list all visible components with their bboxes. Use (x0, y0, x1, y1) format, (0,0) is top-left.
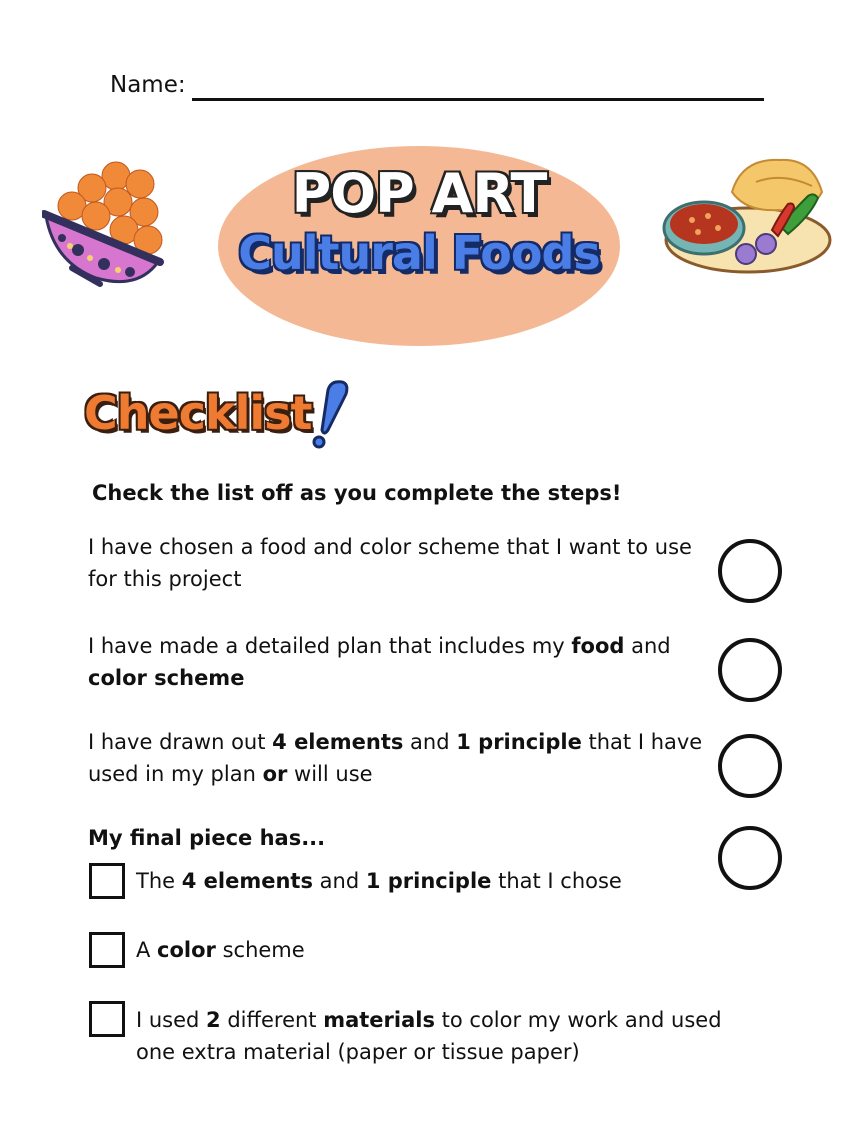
name-field-line[interactable] (192, 98, 764, 101)
final-item-2: A color scheme (136, 938, 305, 962)
instruction-text: Check the list off as you complete the steps! (92, 481, 622, 505)
checkbox-circle-1[interactable] (718, 539, 782, 603)
checkbox-circle-2[interactable] (718, 638, 782, 702)
curry-plate-icon (662, 152, 834, 278)
final-item-3: I used 2 different materials to color my work and used one extra material (paper or tissue paper) (136, 1008, 722, 1064)
checklist-item-2: I have made a detailed plan that includes my food and color scheme (88, 634, 671, 690)
title-oval (218, 146, 620, 346)
title-cultural-foods: Cultural Foods (238, 226, 600, 280)
exclamation-icon (306, 378, 356, 450)
checkbox-square-3[interactable] (89, 1001, 125, 1037)
checkbox-circle-3[interactable] (718, 734, 782, 798)
bowl-of-fruit-icon (42, 158, 168, 290)
checklist-item-1 (88, 531, 708, 595)
final-item-1: The 4 elements and 1 principle that I chose (136, 869, 622, 893)
name-label: Name: (110, 72, 186, 98)
final-piece-heading: My final piece has... (88, 826, 326, 850)
checklist-heading: Checklist (84, 386, 312, 440)
checkbox-square-1[interactable] (89, 863, 125, 899)
title-pop-art: POP ART (291, 162, 547, 225)
item-text: I have chosen a food and color scheme that I want to use for this project (88, 535, 692, 591)
checklist-item-3: I have drawn out 4 elements and 1 principle that I have used in my plan or will use (88, 730, 703, 786)
checkbox-square-2[interactable] (89, 932, 125, 968)
